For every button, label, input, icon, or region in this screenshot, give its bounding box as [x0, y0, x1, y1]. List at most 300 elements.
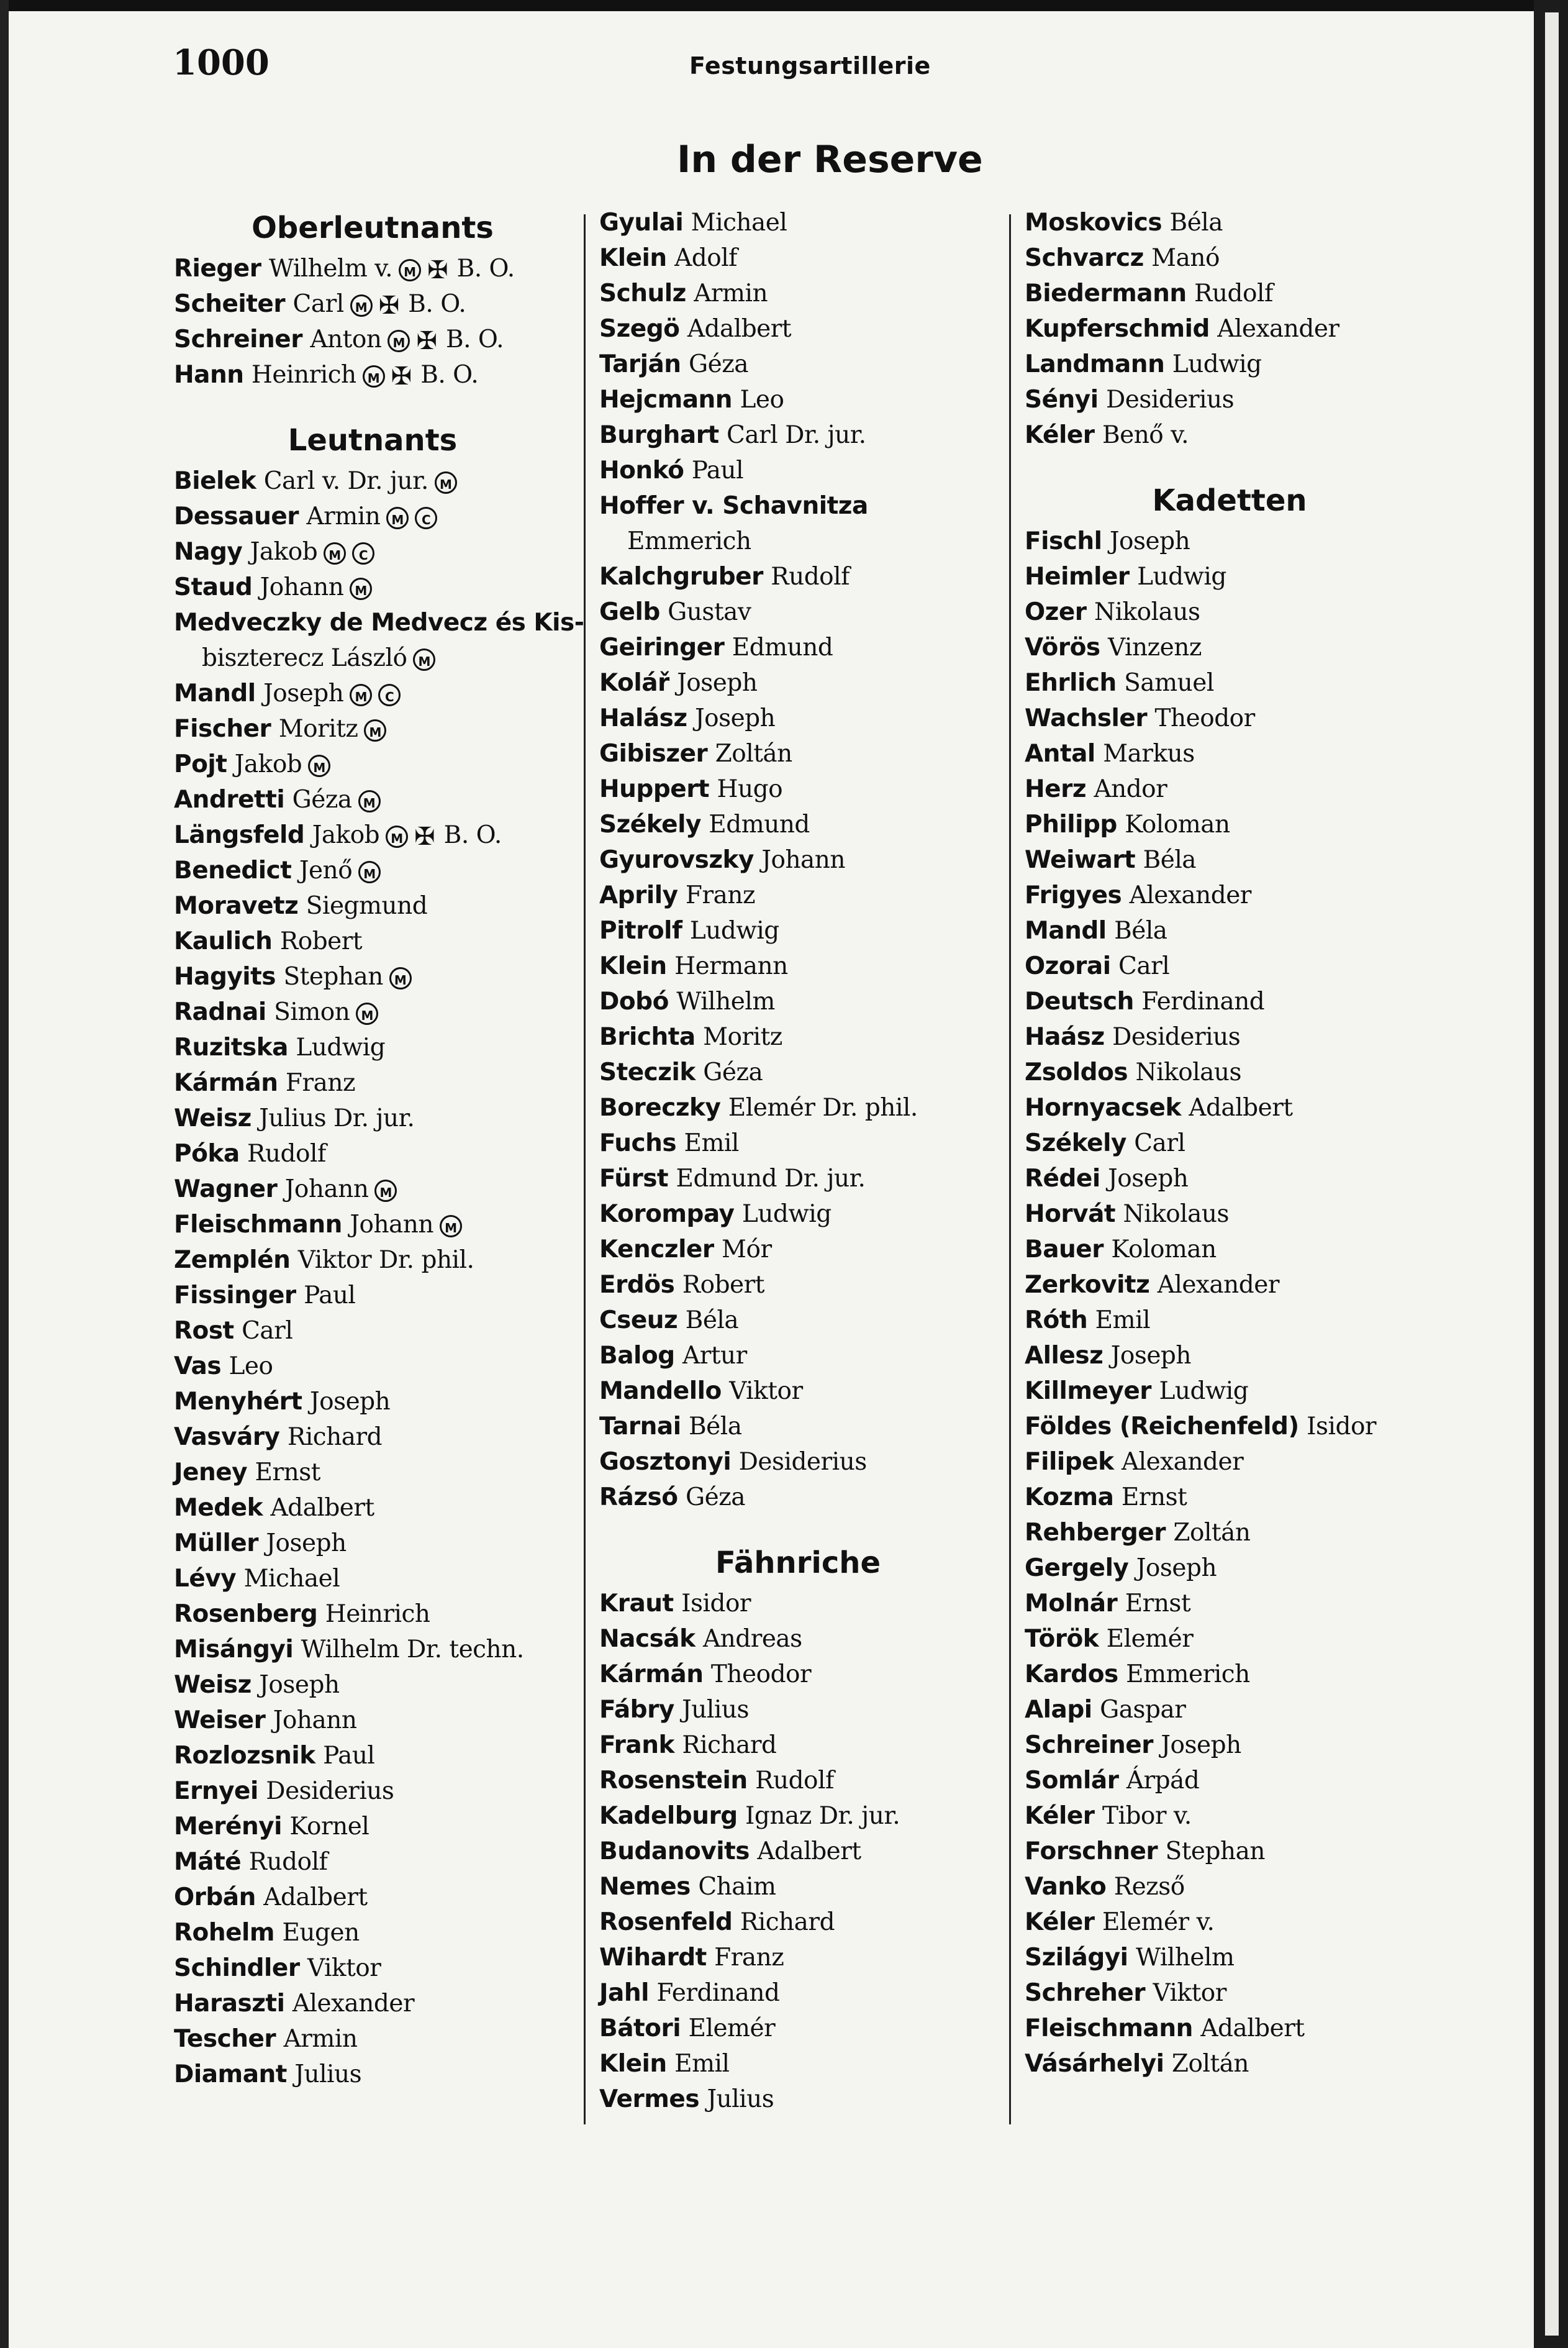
- surname: Fábry: [599, 1696, 674, 1724]
- officer-entry: [599, 1834, 997, 1869]
- officer-entry: [1025, 1303, 1434, 1338]
- given-name: Wilhelm: [676, 988, 775, 1016]
- surname: Orbán: [174, 1883, 256, 1911]
- given-name: Ferdinand: [656, 1979, 780, 2007]
- officer-entry: [1025, 1834, 1434, 1869]
- officer-entry: [1025, 630, 1434, 665]
- officer-entry: [1025, 1763, 1434, 1798]
- officer-entry: [174, 1526, 571, 1561]
- decoration-note: B. O.: [445, 325, 504, 353]
- surname: Vásárhelyi: [1025, 2050, 1164, 2078]
- given-name: Adolf: [674, 244, 738, 272]
- column-divider: [584, 214, 586, 2124]
- officer-entry: [174, 570, 571, 605]
- surname: Kármán: [174, 1069, 278, 1097]
- given-name: Joseph: [263, 680, 344, 708]
- surname: Weiser: [174, 1706, 266, 1734]
- surname: Radnai: [174, 998, 266, 1026]
- officer-entry: [599, 1763, 997, 1798]
- surname: Kéler: [1025, 1908, 1095, 1936]
- officer-entry: [1025, 1869, 1434, 1904]
- surname: Haász: [1025, 1023, 1105, 1051]
- section-gap: [174, 393, 571, 417]
- given-name: Stephan: [1165, 1837, 1265, 1865]
- officer-entry: [1025, 1373, 1434, 1409]
- given-name: Rudolf: [247, 1140, 326, 1168]
- surname: Medek: [174, 1494, 263, 1522]
- surname: Kéler: [1025, 1802, 1095, 1830]
- given-name: Leo: [229, 1352, 273, 1380]
- officer-entry: [174, 1703, 571, 1738]
- given-name: Carl: [242, 1317, 293, 1345]
- surname: Mandl: [174, 680, 256, 708]
- section-gap: [1025, 453, 1434, 478]
- surname: Hejcmann: [599, 386, 733, 414]
- surname: Róth: [1025, 1306, 1088, 1334]
- surname: Biedermann: [1025, 280, 1187, 307]
- given-name: Julius: [294, 2060, 362, 2088]
- surname: Burghart: [599, 421, 719, 449]
- officer-entry: [599, 1480, 997, 1515]
- officer-entry: [174, 1136, 571, 1172]
- surname: Zemplén: [174, 1246, 291, 1274]
- given-name: Géza: [703, 1058, 763, 1086]
- given-name: Heinrich: [251, 361, 356, 389]
- surname: Mandl: [1025, 917, 1107, 945]
- given-name: Johann: [350, 1211, 434, 1239]
- given-name: Béla: [1114, 917, 1167, 945]
- surname: Tarnai: [599, 1413, 681, 1440]
- surname: Alapi: [1025, 1696, 1092, 1724]
- given-name: Ignaz Dr. jur.: [745, 1802, 900, 1830]
- officer-entry: [599, 2011, 997, 2046]
- officer-entry: [599, 949, 997, 984]
- given-name: Benő v.: [1102, 421, 1189, 449]
- surname: Kupferschmid: [1025, 315, 1210, 343]
- officer-entry: [599, 2082, 997, 2117]
- officer-entry: [174, 534, 571, 570]
- given-name: Emil: [684, 1129, 739, 1157]
- given-name: Adalbert: [687, 315, 792, 343]
- officer-entry: [174, 499, 571, 534]
- column-1: [174, 205, 584, 2092]
- officer-entry: [174, 1809, 571, 1844]
- given-name: Joseph: [1136, 1554, 1217, 1582]
- given-name: Nikolaus: [1135, 1058, 1242, 1086]
- surname: Kolář: [599, 669, 669, 697]
- surname: Cseuz: [599, 1306, 678, 1334]
- given-name: Rudolf: [755, 1767, 834, 1795]
- officer-entry: [599, 453, 997, 488]
- cross-decoration-icon: ✠: [391, 362, 412, 391]
- officer-entry: [174, 1455, 571, 1490]
- officer-entry: [599, 240, 997, 276]
- surname: Rehberger: [1025, 1519, 1166, 1547]
- surname: Fischer: [174, 715, 271, 743]
- surname: Ozorai: [1025, 952, 1111, 980]
- surname: Rosenstein: [599, 1767, 748, 1795]
- given-name: Adalbert: [270, 1494, 374, 1522]
- officer-entry: [174, 463, 571, 499]
- surname: Vasváry: [174, 1423, 280, 1451]
- surname: Rázsó: [599, 1483, 678, 1511]
- surname: Schvarcz: [1025, 244, 1144, 272]
- officer-entry: [174, 1596, 571, 1632]
- decoration-note: B. O.: [443, 821, 502, 849]
- given-name: Nikolaus: [1094, 598, 1200, 626]
- surname: Hoffer v. Schavnitza: [599, 492, 868, 520]
- surname: Rost: [174, 1317, 234, 1345]
- officer-entry: [174, 640, 571, 676]
- given-name: Samuel: [1124, 669, 1214, 697]
- officer-entry: [174, 853, 571, 888]
- given-name: biszterecz László: [202, 644, 407, 672]
- circled-m-icon: M: [389, 967, 412, 990]
- page-number: 1000: [173, 42, 270, 83]
- officer-entry: [1025, 1515, 1434, 1550]
- officer-entry: [599, 807, 997, 842]
- circled-m-icon: M: [350, 578, 372, 600]
- given-name: Carl: [1118, 952, 1170, 980]
- given-name: Joseph: [1108, 1165, 1189, 1193]
- officer-entry: [174, 2021, 571, 2057]
- surname: Steczik: [599, 1058, 696, 1086]
- surname: Haraszti: [174, 1990, 285, 2018]
- officer-entry: [174, 605, 584, 640]
- officer-entry: [174, 924, 571, 959]
- given-name: Armin: [283, 2025, 358, 2053]
- officer-entry: [174, 1632, 571, 1667]
- surname: Tarján: [599, 350, 681, 378]
- circled-m-icon: M: [364, 719, 386, 742]
- given-name: Joseph: [1110, 1342, 1191, 1370]
- officer-entry: [1025, 1232, 1434, 1267]
- rank-heading: Oberleutnants: [252, 211, 494, 245]
- officer-entry: [1025, 1267, 1434, 1303]
- circled-m-icon: M: [356, 1003, 378, 1025]
- officer-entry: [1025, 1480, 1434, 1515]
- surname: Vas: [174, 1352, 222, 1380]
- surname: Jeney: [174, 1458, 248, 1486]
- circled-m-icon: M: [399, 259, 421, 281]
- officer-entry: [174, 1986, 571, 2021]
- given-name: Paul: [691, 457, 744, 485]
- officer-entry: [1025, 984, 1434, 1019]
- officer-entry: [599, 1267, 997, 1303]
- surname: Kéler: [1025, 421, 1095, 449]
- officer-entry: [599, 701, 997, 736]
- given-name: Carl v. Dr. jur.: [263, 467, 428, 495]
- surname: Huppert: [599, 775, 710, 803]
- officer-entry: [1025, 1904, 1434, 1940]
- circled-m-icon: M: [440, 1215, 462, 1237]
- given-name: Alexander: [1157, 1271, 1279, 1299]
- officer-entry: [174, 747, 571, 782]
- circled-m-icon: M: [308, 755, 330, 777]
- given-name: Ludwig: [1159, 1377, 1249, 1405]
- officer-entry: [1025, 665, 1434, 701]
- decoration-note: B. O.: [420, 361, 479, 389]
- surname: Rozlozsnik: [174, 1742, 315, 1770]
- officer-entry: [599, 1586, 997, 1621]
- officer-entry: [599, 1940, 997, 1975]
- given-name: Wilhelm Dr. techn.: [301, 1636, 524, 1663]
- officer-entry: [174, 1915, 571, 1950]
- given-name: Wilhelm: [1135, 1944, 1235, 1972]
- given-name: Elemér: [1106, 1625, 1194, 1653]
- given-name: Moritz: [703, 1023, 782, 1051]
- given-name: Rudolf: [248, 1848, 328, 1876]
- surname: Horvát: [1025, 1200, 1116, 1228]
- officer-entry: [599, 276, 997, 311]
- officer-entry: [1025, 1586, 1434, 1621]
- given-name: Viktor: [1153, 1979, 1226, 2007]
- surname: Ehrlich: [1025, 669, 1117, 697]
- given-name: Andreas: [702, 1625, 802, 1653]
- surname: Tescher: [174, 2025, 276, 2053]
- officer-entry: [599, 1232, 997, 1267]
- given-name: Mór: [722, 1235, 772, 1263]
- officer-entry: [174, 1773, 571, 1809]
- given-name: Desiderius: [738, 1448, 867, 1476]
- given-name: Artur: [682, 1342, 747, 1370]
- surname: Vermes: [599, 2085, 700, 2113]
- given-name: Isidor: [1307, 1413, 1377, 1440]
- surname: Weisz: [174, 1104, 252, 1132]
- surname: Hann: [174, 361, 244, 389]
- surname: Längsfeld: [174, 821, 305, 849]
- circled-c-icon: C: [352, 542, 374, 565]
- officer-entry: [1025, 1444, 1434, 1480]
- surname: Halász: [599, 704, 687, 732]
- officer-entry: [599, 1692, 997, 1727]
- given-name: Moritz: [278, 715, 358, 743]
- given-name: Hugo: [717, 775, 783, 803]
- given-name: Emmerich: [1126, 1660, 1250, 1688]
- surname: Pojt: [174, 750, 227, 778]
- given-name: Desiderius: [1106, 386, 1235, 414]
- given-name: Armin: [694, 280, 768, 307]
- surname: Zerkovitz: [1025, 1271, 1150, 1299]
- officer-entry: [599, 382, 997, 417]
- surname: Frigyes: [1025, 881, 1122, 909]
- officer-entry: [599, 1444, 997, 1480]
- officer-entry: [599, 347, 997, 382]
- surname: Hagyits: [174, 963, 276, 991]
- officer-entry: [599, 524, 997, 559]
- given-name: Géza: [685, 1483, 746, 1511]
- given-name: Julius: [682, 1696, 749, 1724]
- surname: Nemes: [599, 1873, 691, 1901]
- officer-entry: [599, 736, 997, 771]
- surname: Balog: [599, 1342, 675, 1370]
- column-2: [599, 205, 997, 2117]
- circled-m-icon: M: [358, 790, 381, 812]
- officer-entry: [1025, 736, 1434, 771]
- officer-entry: [174, 1384, 571, 1419]
- surname: Klein: [599, 2050, 667, 2078]
- given-name: Zoltán: [715, 740, 792, 768]
- column-3: [1025, 205, 1434, 2082]
- surname: Máté: [174, 1848, 242, 1876]
- surname: Ozer: [1025, 598, 1087, 626]
- surname: Fuchs: [599, 1129, 677, 1157]
- officer-entry: [599, 1904, 997, 1940]
- surname: Szegö: [599, 315, 680, 343]
- officer-entry: [599, 1126, 997, 1161]
- surname: Ernyei: [174, 1777, 258, 1805]
- given-name: Carl Dr. jur.: [727, 421, 866, 449]
- officer-entry: [599, 1055, 997, 1090]
- column-divider: [1009, 214, 1011, 2124]
- circled-c-icon: C: [378, 684, 401, 706]
- surname: Bauer: [1025, 1235, 1103, 1263]
- surname: Mandello: [599, 1377, 722, 1405]
- officer-entry: [599, 1657, 997, 1692]
- officer-entry: [599, 1869, 997, 1904]
- given-name: Joseph: [309, 1388, 391, 1416]
- officer-entry: [1025, 382, 1434, 417]
- surname: Boreczky: [599, 1094, 721, 1122]
- circled-m-icon: M: [374, 1180, 397, 1202]
- given-name: Franz: [685, 881, 756, 909]
- given-name: Viktor: [307, 1954, 381, 1982]
- circled-m-icon: M: [413, 648, 435, 671]
- surname: Brichta: [599, 1023, 696, 1051]
- given-name: Elemér v.: [1102, 1908, 1215, 1936]
- surname: Budanovits: [599, 1837, 750, 1865]
- surname: Gyurovszky: [599, 846, 754, 874]
- officer-entry: [599, 1161, 997, 1196]
- given-name: Isidor: [681, 1590, 751, 1618]
- officer-entry: [174, 711, 571, 747]
- surname: Dobó: [599, 988, 669, 1016]
- surname: Scheiter: [174, 290, 286, 318]
- given-name: Eugen: [282, 1919, 360, 1947]
- officer-entry: [599, 417, 997, 453]
- given-name: Zoltán: [1173, 1519, 1251, 1547]
- given-name: Rudolf: [1194, 280, 1273, 307]
- officer-entry: [1025, 1019, 1434, 1055]
- officer-entry: [599, 771, 997, 807]
- given-name: Chaim: [698, 1873, 776, 1901]
- surname: Zsoldos: [1025, 1058, 1128, 1086]
- given-name: Johann: [284, 1175, 369, 1203]
- surname: Diamant: [174, 2060, 287, 2088]
- officer-entry: [174, 1313, 571, 1349]
- surname: Schindler: [174, 1954, 300, 1982]
- surname: Moravetz: [174, 892, 299, 920]
- surname: Hornyacsek: [1025, 1094, 1181, 1122]
- surname: Fissinger: [174, 1281, 296, 1309]
- officer-entry: [174, 322, 571, 357]
- officer-entry: [174, 1950, 571, 1986]
- given-name: Viktor: [729, 1377, 803, 1405]
- officer-entry: [599, 205, 997, 240]
- given-name: Johann: [761, 846, 846, 874]
- officer-entry: [1025, 1055, 1434, 1090]
- surname: Kalchgruber: [599, 563, 763, 591]
- cross-decoration-icon: ✠: [416, 326, 437, 355]
- given-name: Johann: [273, 1706, 357, 1734]
- given-name: Franz: [714, 1944, 784, 1972]
- surname: Kozma: [1025, 1483, 1114, 1511]
- surname: Gosztonyi: [599, 1448, 732, 1476]
- officer-entry: [174, 817, 571, 853]
- given-name: Rezső: [1113, 1873, 1185, 1901]
- given-name: Rudolf: [771, 563, 850, 591]
- given-name: Heinrich: [325, 1600, 430, 1628]
- officer-entry: [174, 1242, 571, 1278]
- given-name: Richard: [682, 1731, 777, 1759]
- officer-entry: [599, 488, 997, 524]
- officer-entry: [599, 2046, 997, 2082]
- surname: Molnár: [1025, 1590, 1118, 1618]
- given-name: Tibor v.: [1102, 1802, 1192, 1830]
- surname: Philipp: [1025, 811, 1117, 839]
- officer-entry: [599, 1196, 997, 1232]
- officer-entry: [599, 1373, 997, 1409]
- given-name: Ernst: [1121, 1483, 1187, 1511]
- surname: Kraut: [599, 1590, 674, 1618]
- surname: Schulz: [599, 280, 686, 307]
- given-name: Robert: [682, 1271, 764, 1299]
- given-name: Ludwig: [741, 1200, 832, 1228]
- surname: Fischl: [1025, 527, 1102, 555]
- surname: Vörös: [1025, 634, 1100, 662]
- officer-entry: [599, 1409, 997, 1444]
- surname: Sényi: [1025, 386, 1099, 414]
- officer-entry: [599, 1090, 997, 1126]
- officer-entry: [599, 1798, 997, 1834]
- given-name: Desiderius: [1112, 1023, 1241, 1051]
- officer-entry: [174, 888, 571, 924]
- surname: Antal: [1025, 740, 1095, 768]
- given-name: Béla: [1169, 209, 1223, 237]
- officer-entry: [599, 1621, 997, 1657]
- surname: Kardos: [1025, 1660, 1118, 1688]
- given-name: Elemér: [688, 2014, 776, 2042]
- given-name: Edmund: [709, 811, 810, 839]
- officer-entry: [599, 1727, 997, 1763]
- surname: Korompay: [599, 1200, 735, 1228]
- surname: Wagner: [174, 1175, 278, 1203]
- surname: Deutsch: [1025, 988, 1134, 1016]
- surname: Misángyi: [174, 1636, 294, 1663]
- surname: Benedict: [174, 857, 292, 885]
- surname: Rédei: [1025, 1165, 1100, 1193]
- officer-entry: [174, 959, 571, 994]
- surname: Rosenfeld: [599, 1908, 733, 1936]
- surname: Frank: [599, 1731, 674, 1759]
- surname: Wachsler: [1025, 704, 1148, 732]
- surname: Lévy: [174, 1565, 237, 1593]
- officer-entry: [174, 357, 571, 393]
- given-name: Manó: [1151, 244, 1220, 272]
- given-name: Viktor Dr. phil.: [297, 1246, 474, 1274]
- rank-heading: Leutnants: [288, 423, 458, 458]
- given-name: Vinzenz: [1108, 634, 1202, 662]
- given-name: Anton: [310, 325, 382, 353]
- given-name: Alexander: [1129, 881, 1251, 909]
- given-name: Andor: [1094, 775, 1167, 803]
- surname: Jahl: [599, 1979, 649, 2007]
- officer-entry: [1025, 240, 1434, 276]
- given-name: Richard: [740, 1908, 835, 1936]
- surname: Székely: [1025, 1129, 1126, 1157]
- surname: Landmann: [1025, 350, 1165, 378]
- officer-entry: [174, 1172, 571, 1207]
